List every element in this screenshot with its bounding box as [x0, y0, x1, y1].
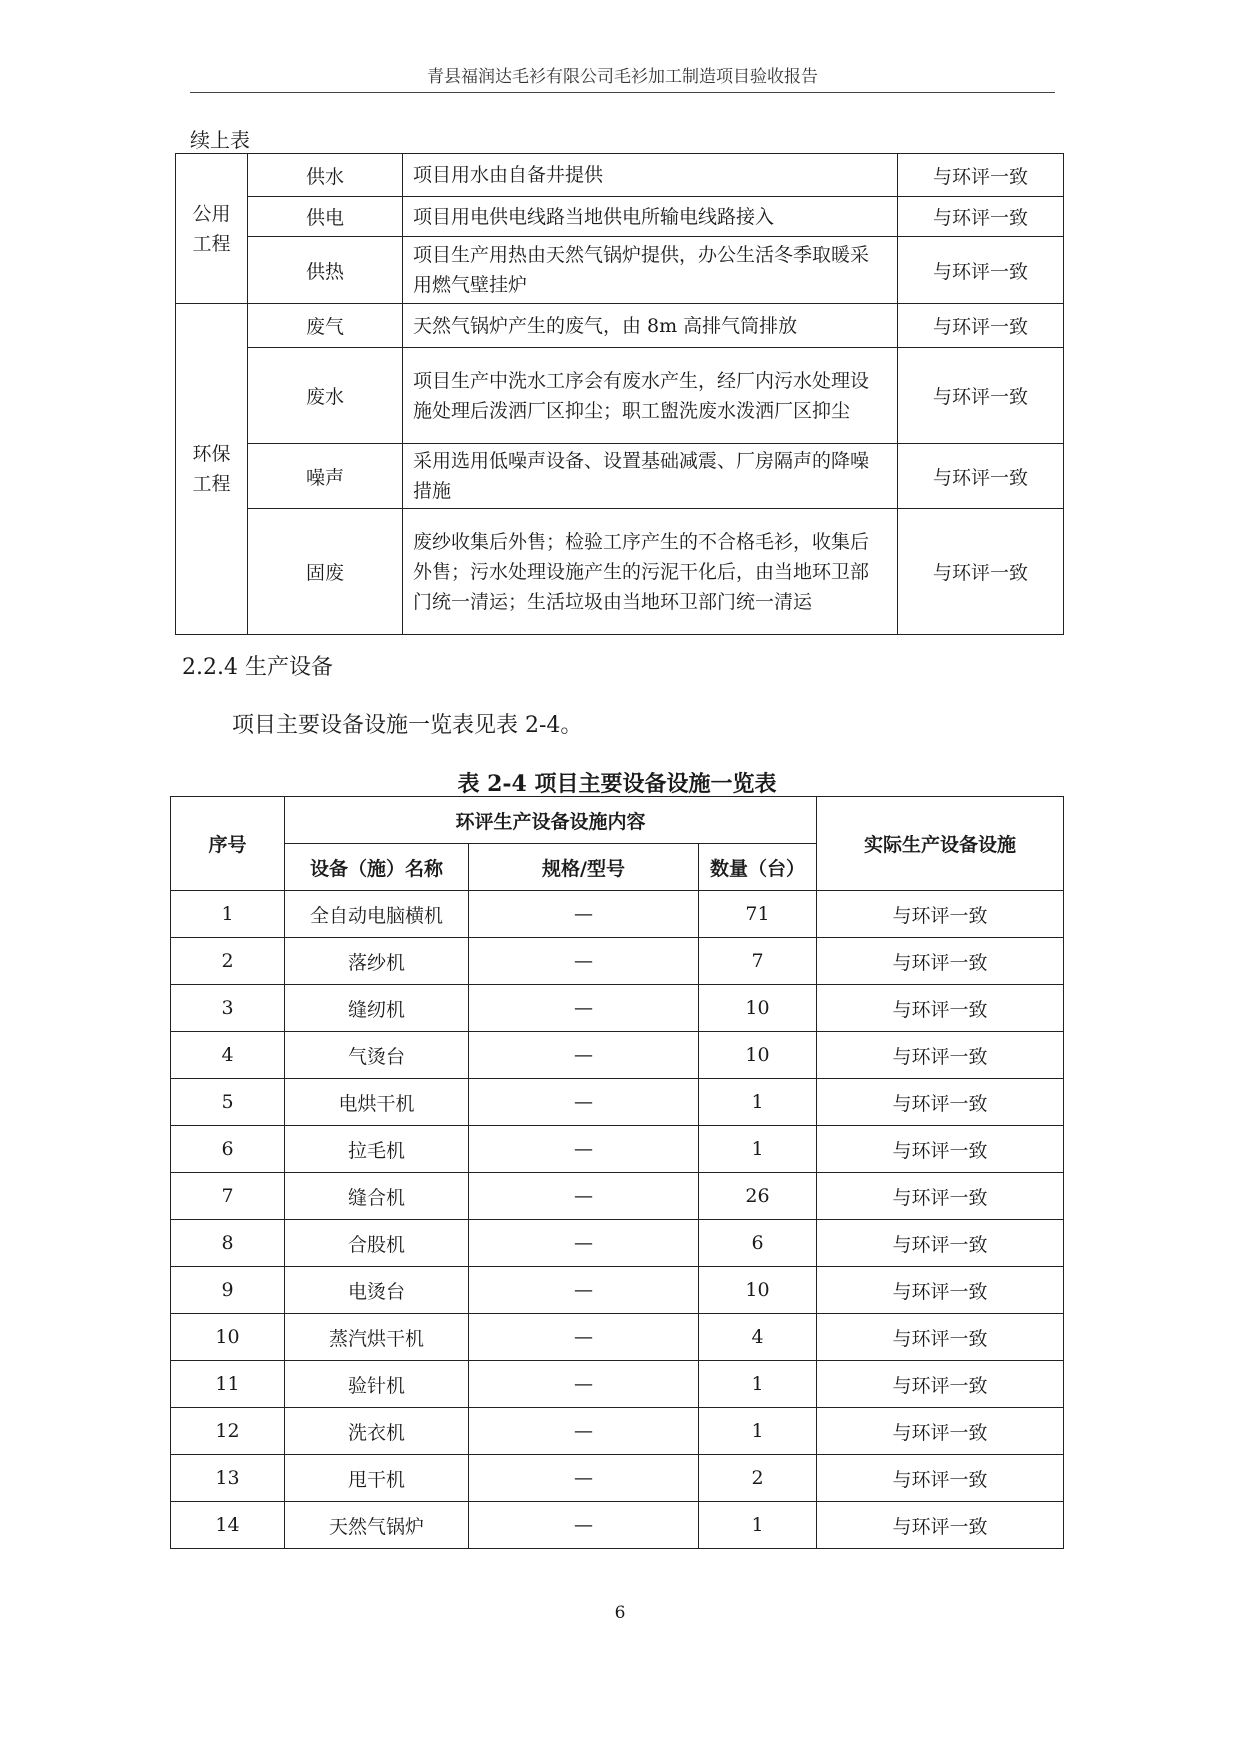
actual-status-cell: 与环评一致	[817, 891, 1064, 938]
equipment-name-cell: 气烫台	[285, 1032, 469, 1079]
row-number-cell: 13	[171, 1455, 285, 1502]
actual-status-cell: 与环评一致	[817, 1079, 1064, 1126]
actual-status-cell: 与环评一致	[817, 1267, 1064, 1314]
equipment-name-cell: 全自动电脑横机	[285, 891, 469, 938]
category-cell: 公用 工程	[176, 154, 248, 304]
quantity-cell: 1	[699, 1502, 817, 1549]
equipment-name-cell: 电烘干机	[285, 1079, 469, 1126]
description-cell: 项目用电供电线路当地供电所输电线路接入	[403, 197, 898, 237]
table-row	[176, 348, 1064, 444]
header-actual: 实际生产设备设施	[817, 797, 1064, 891]
table-row	[171, 891, 1064, 938]
spec-cell: —	[469, 1361, 699, 1408]
description-cell: 废纱收集后外售；检验工序产生的不合格毛衫，收集后外售；污水处理设施产生的污泥干化后，由当地环卫部门统一清运；生活垃圾由当地环卫部门统一清运	[403, 509, 898, 635]
status-cell: 与环评一致	[898, 348, 1064, 444]
item-cell: 供电	[248, 197, 403, 237]
equipment-table	[170, 796, 1064, 1549]
category-cell: 环保 工程	[176, 304, 248, 635]
engineering-table	[175, 153, 1064, 635]
header-name: 设备（施）名称	[285, 844, 469, 891]
table-row	[171, 1173, 1064, 1220]
quantity-cell: 7	[699, 938, 817, 985]
equipment-name-cell: 洗衣机	[285, 1408, 469, 1455]
continued-table-label: 续上表	[190, 128, 250, 152]
status-cell: 与环评一致	[898, 237, 1064, 304]
actual-status-cell: 与环评一致	[817, 985, 1064, 1032]
header-no: 序号	[171, 797, 285, 891]
equipment-name-cell: 天然气锅炉	[285, 1502, 469, 1549]
row-number-cell: 8	[171, 1220, 285, 1267]
row-number-cell: 11	[171, 1361, 285, 1408]
spec-cell: —	[469, 1314, 699, 1361]
actual-status-cell: 与环评一致	[817, 1314, 1064, 1361]
row-number-cell: 12	[171, 1408, 285, 1455]
table-row	[176, 237, 1064, 304]
spec-cell: —	[469, 1032, 699, 1079]
equipment-name-cell: 甩干机	[285, 1455, 469, 1502]
table-row	[171, 1267, 1064, 1314]
description-cell: 天然气锅炉产生的废气，由 8m 高排气筒排放	[403, 304, 898, 348]
row-number-cell: 2	[171, 938, 285, 985]
row-number-cell: 1	[171, 891, 285, 938]
table-row	[171, 1314, 1064, 1361]
quantity-cell: 1	[699, 1361, 817, 1408]
page-number: 6	[614, 1603, 626, 1623]
quantity-cell: 10	[699, 1267, 817, 1314]
table-header-row	[171, 797, 1064, 844]
equipment-name-cell: 验针机	[285, 1361, 469, 1408]
table-row	[176, 304, 1064, 348]
spec-cell: —	[469, 1267, 699, 1314]
table-row	[171, 938, 1064, 985]
equipment-name-cell: 拉毛机	[285, 1126, 469, 1173]
body-paragraph: 项目主要设备设施一览表见表 2-4。	[232, 713, 583, 738]
actual-status-cell: 与环评一致	[817, 1173, 1064, 1220]
equipment-name-cell: 缝纫机	[285, 985, 469, 1032]
item-cell: 供水	[248, 154, 403, 197]
spec-cell: —	[469, 891, 699, 938]
row-number-cell: 14	[171, 1502, 285, 1549]
equipment-name-cell: 蒸汽烘干机	[285, 1314, 469, 1361]
spec-cell: —	[469, 1502, 699, 1549]
row-number-cell: 9	[171, 1267, 285, 1314]
table-row	[171, 1502, 1064, 1549]
status-cell: 与环评一致	[898, 154, 1064, 197]
spec-cell: —	[469, 1079, 699, 1126]
row-number-cell: 7	[171, 1173, 285, 1220]
equipment-name-cell: 落纱机	[285, 938, 469, 985]
table-row	[171, 1126, 1064, 1173]
table-row	[171, 985, 1064, 1032]
table-title: 表 2-4 项目主要设备设施一览表	[457, 771, 777, 797]
actual-status-cell: 与环评一致	[817, 1408, 1064, 1455]
header-qty: 数量（台）	[699, 844, 817, 891]
row-number-cell: 3	[171, 985, 285, 1032]
spec-cell: —	[469, 1455, 699, 1502]
row-number-cell: 10	[171, 1314, 285, 1361]
spec-cell: —	[469, 1173, 699, 1220]
description-cell: 采用选用低噪声设备、设置基础减震、厂房隔声的降噪措施	[403, 444, 898, 509]
item-cell: 废气	[248, 304, 403, 348]
equipment-table-body	[171, 891, 1064, 1549]
row-number-cell: 4	[171, 1032, 285, 1079]
status-cell: 与环评一致	[898, 197, 1064, 237]
description-cell: 项目用水由自备井提供	[403, 154, 898, 197]
item-cell: 噪声	[248, 444, 403, 509]
section-heading: 2.2.4 生产设备	[182, 655, 333, 680]
actual-status-cell: 与环评一致	[817, 1361, 1064, 1408]
table-row	[171, 1032, 1064, 1079]
item-cell: 供热	[248, 237, 403, 304]
table-row	[171, 1455, 1064, 1502]
table-row	[176, 154, 1064, 197]
table-row	[176, 197, 1064, 237]
actual-status-cell: 与环评一致	[817, 938, 1064, 985]
table-row	[171, 1220, 1064, 1267]
table-row	[171, 1361, 1064, 1408]
spec-cell: —	[469, 1220, 699, 1267]
table-row	[171, 1408, 1064, 1455]
header-group: 环评生产设备设施内容	[285, 797, 817, 844]
quantity-cell: 71	[699, 891, 817, 938]
equipment-name-cell: 电烫台	[285, 1267, 469, 1314]
quantity-cell: 10	[699, 985, 817, 1032]
item-cell: 固废	[248, 509, 403, 635]
quantity-cell: 1	[699, 1126, 817, 1173]
actual-status-cell: 与环评一致	[817, 1220, 1064, 1267]
spec-cell: —	[469, 1408, 699, 1455]
status-cell: 与环评一致	[898, 509, 1064, 635]
spec-cell: —	[469, 985, 699, 1032]
status-cell: 与环评一致	[898, 304, 1064, 348]
equipment-name-cell: 缝合机	[285, 1173, 469, 1220]
table-row	[176, 444, 1064, 509]
quantity-cell: 1	[699, 1079, 817, 1126]
quantity-cell: 26	[699, 1173, 817, 1220]
spec-cell: —	[469, 938, 699, 985]
quantity-cell: 6	[699, 1220, 817, 1267]
quantity-cell: 10	[699, 1032, 817, 1079]
actual-status-cell: 与环评一致	[817, 1126, 1064, 1173]
quantity-cell: 4	[699, 1314, 817, 1361]
status-cell: 与环评一致	[898, 444, 1064, 509]
quantity-cell: 1	[699, 1408, 817, 1455]
actual-status-cell: 与环评一致	[817, 1455, 1064, 1502]
header-divider	[190, 92, 1055, 93]
row-number-cell: 6	[171, 1126, 285, 1173]
table-row	[171, 1079, 1064, 1126]
header-spec: 规格/型号	[469, 844, 699, 891]
page-header-title: 青县福润达毛衫有限公司毛衫加工制造项目验收报告	[427, 67, 818, 87]
spec-cell: —	[469, 1126, 699, 1173]
quantity-cell: 2	[699, 1455, 817, 1502]
actual-status-cell: 与环评一致	[817, 1502, 1064, 1549]
table-row	[176, 509, 1064, 635]
item-cell: 废水	[248, 348, 403, 444]
row-number-cell: 5	[171, 1079, 285, 1126]
description-cell: 项目生产用热由天然气锅炉提供，办公生活冬季取暖采用燃气壁挂炉	[403, 237, 898, 304]
equipment-name-cell: 合股机	[285, 1220, 469, 1267]
actual-status-cell: 与环评一致	[817, 1032, 1064, 1079]
description-cell: 项目生产中洗水工序会有废水产生，经厂内污水处理设施处理后泼洒厂区抑尘；职工盥洗废水泼洒厂区抑尘	[403, 348, 898, 444]
